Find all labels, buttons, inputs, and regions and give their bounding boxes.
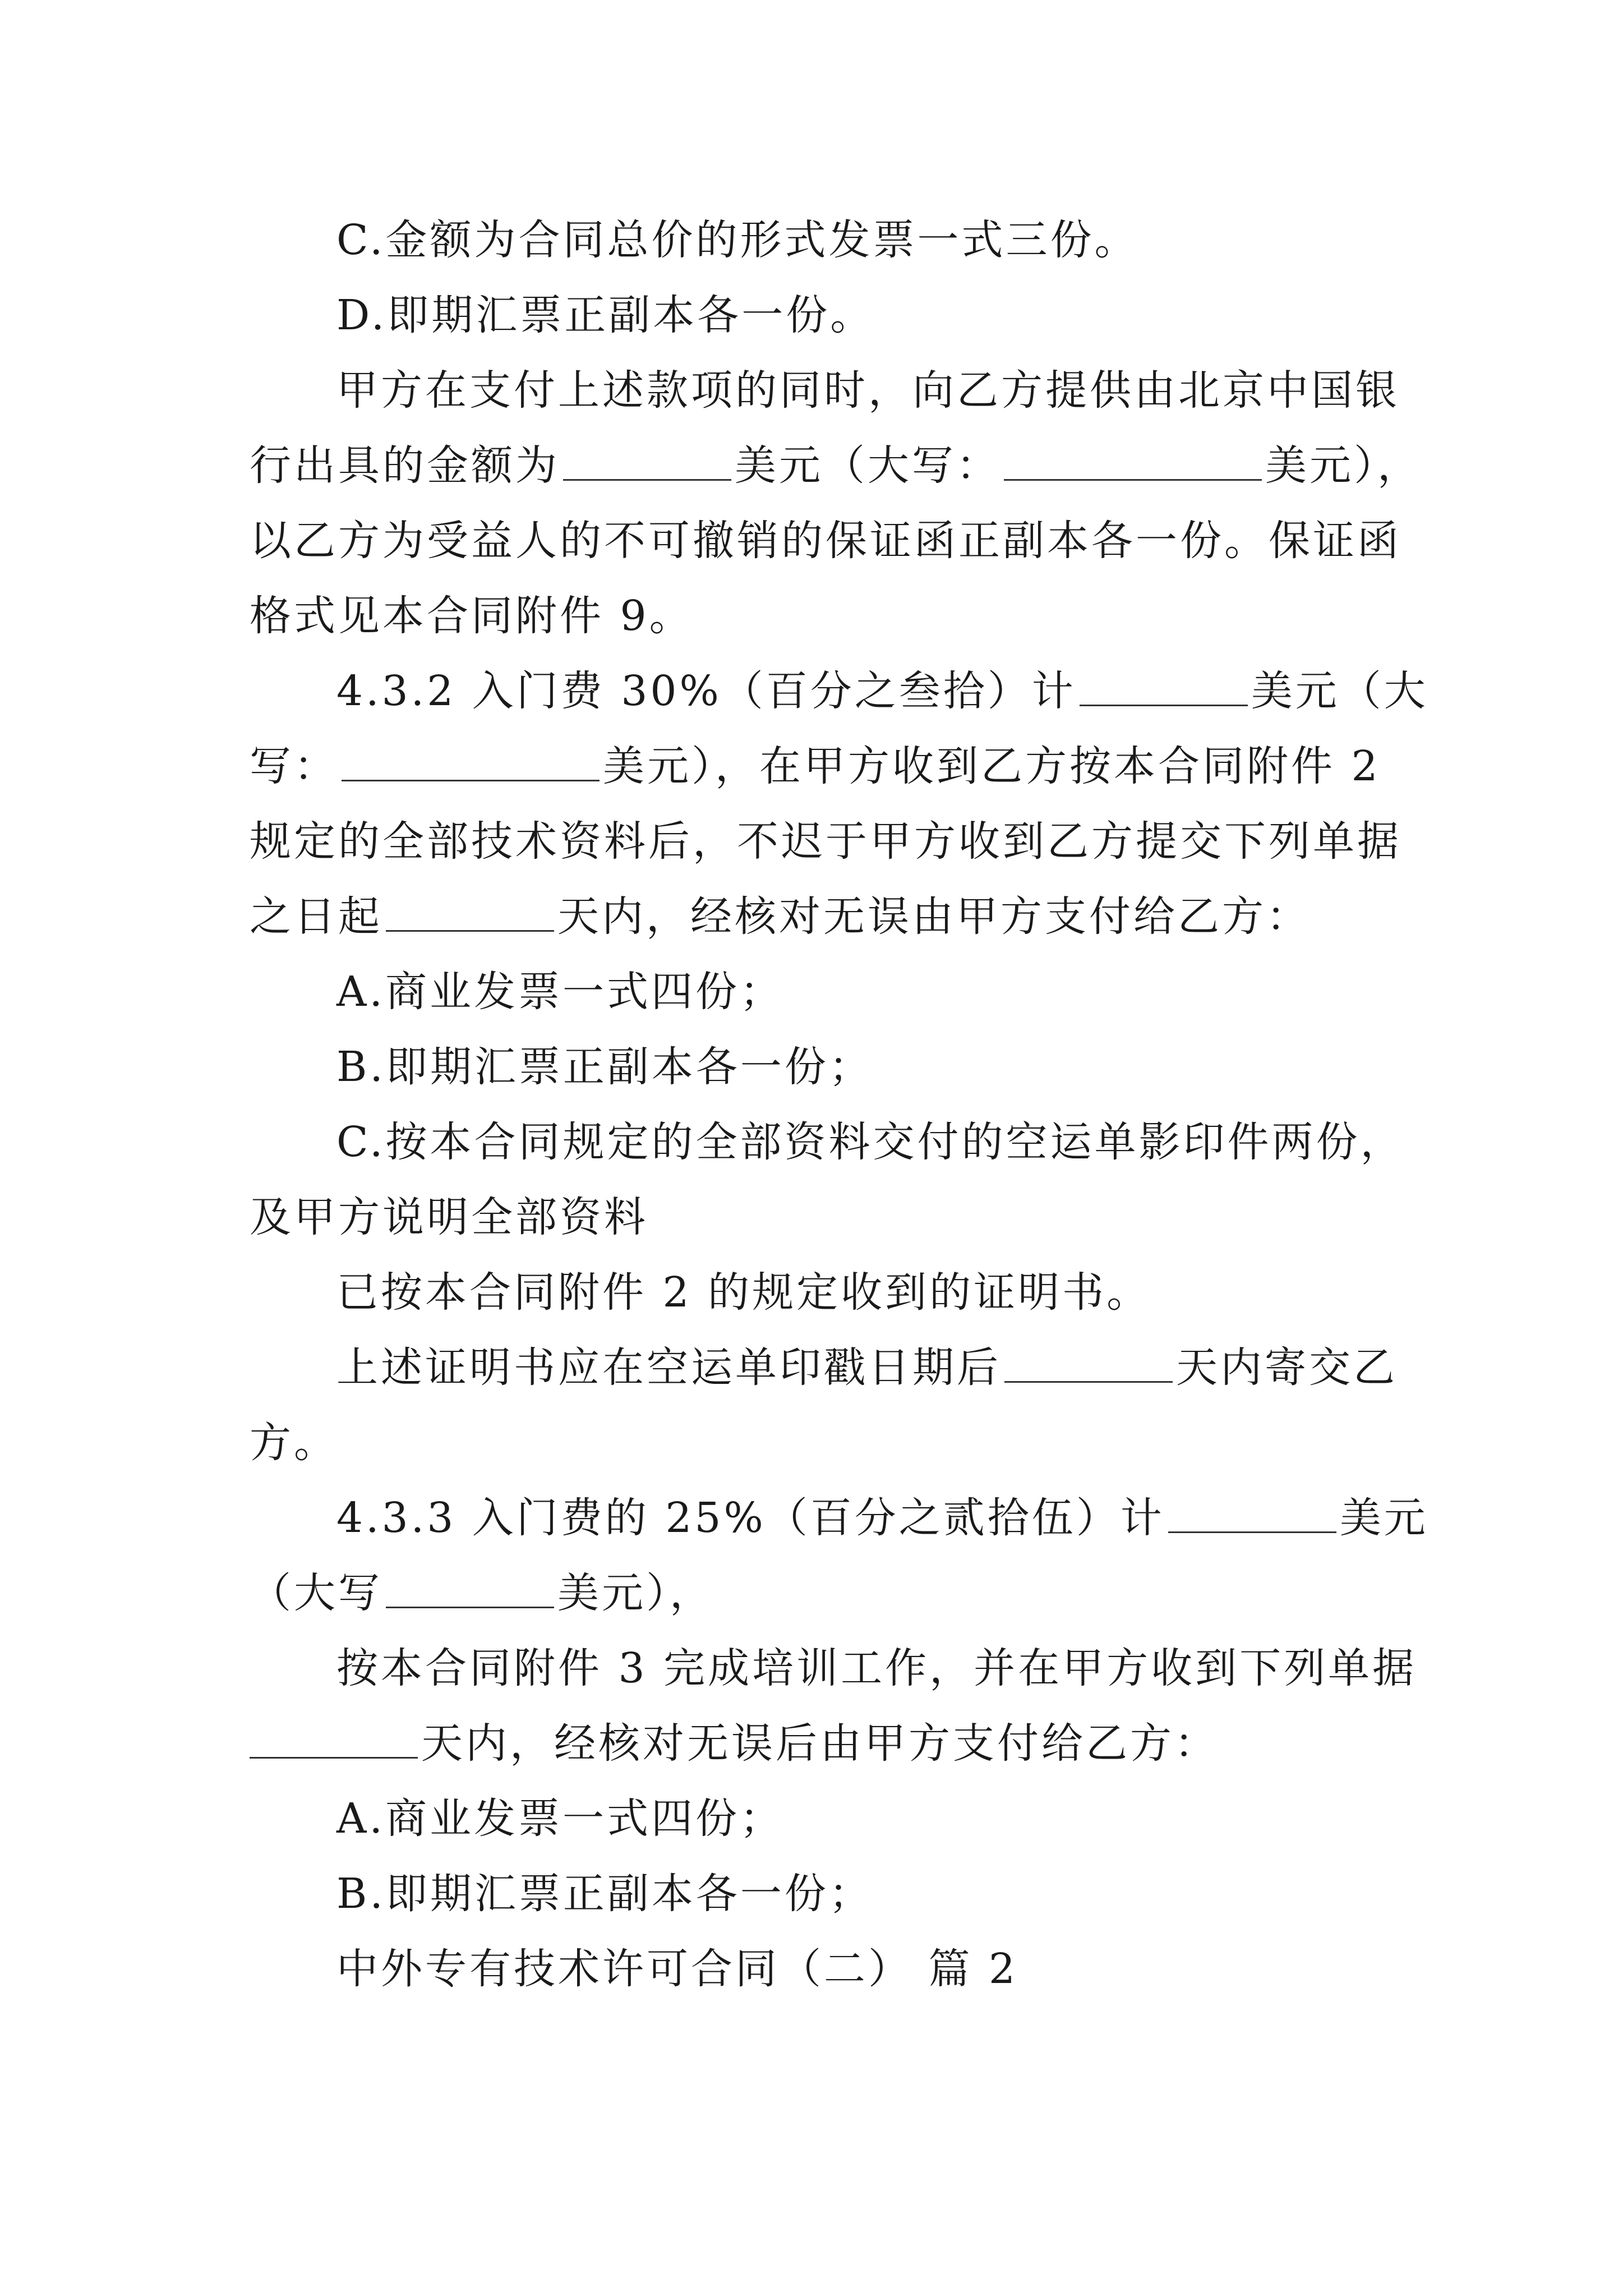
fill-blank — [386, 893, 554, 932]
line-text: 写： — [250, 742, 338, 790]
paragraph-line — [0, 438, 1623, 494]
line-text: 美元（大写： — [735, 441, 1000, 490]
fill-blank — [563, 442, 731, 481]
paragraph-line — [0, 1565, 1623, 1621]
paragraph-line — [0, 1415, 1623, 1471]
paragraph-line — [0, 1866, 1623, 1922]
paragraph-line — [0, 1715, 1623, 1772]
paragraph-line — [0, 1490, 1623, 1546]
line-text: B.即期汇票正副本各一份； — [336, 1043, 873, 1091]
line-text: A.商业发票一式四份； — [336, 1795, 784, 1843]
line-text: （大写 — [250, 1569, 382, 1617]
paragraph-line — [0, 212, 1623, 268]
line-text: 天内，经核对无误由甲方支付给乙方： — [557, 892, 1311, 941]
paragraph-line — [0, 513, 1623, 569]
paragraph-line — [0, 1189, 1623, 1245]
line-text: 美元 — [1339, 1494, 1428, 1542]
paragraph-line — [0, 287, 1623, 343]
paragraph-line — [0, 1114, 1623, 1170]
line-text: 天内，经核对无误后由甲方支付给乙方： — [421, 1719, 1219, 1768]
fill-blank — [1080, 668, 1248, 706]
line-text: 行出具的金额为 — [250, 441, 560, 490]
line-text: 美元），在甲方收到乙方按本合同附件 2 — [603, 742, 1381, 790]
line-text: 之日起 — [250, 892, 382, 941]
line-text: 格式见本合同附件 9。 — [250, 592, 694, 640]
section-heading — [0, 1941, 1623, 1997]
line-text: 4.3.3 入门费的 25%（百分之贰拾伍）计 — [336, 1494, 1165, 1542]
paragraph-line — [0, 1640, 1623, 1696]
fill-blank — [386, 1570, 554, 1608]
line-text: 美元（大 — [1251, 667, 1428, 715]
line-text: 规定的全部技术资料后，不迟于甲方收到乙方提交下列单据 — [250, 817, 1401, 866]
paragraph-line — [0, 1791, 1623, 1847]
paragraph-line — [0, 1340, 1623, 1396]
line-text: D.即期汇票正副本各一份。 — [336, 291, 875, 339]
paragraph-line — [0, 1039, 1623, 1095]
heading-text: 中外专有技术许可合同（二） 篇 2 — [336, 1945, 1018, 1993]
paragraph-line — [0, 964, 1623, 1020]
line-text: 按本合同附件 3 完成培训工作，并在甲方收到下列单据 — [336, 1644, 1417, 1692]
fill-blank — [1004, 442, 1262, 481]
paragraph-line — [0, 1264, 1623, 1320]
paragraph-line — [0, 588, 1623, 644]
line-text: 甲方在支付上述款项的同时，向乙方提供由北京中国银 — [336, 366, 1400, 415]
line-text: B.即期汇票正副本各一份； — [336, 1870, 873, 1918]
line-text: 美元）， — [1265, 441, 1422, 490]
line-text: 天内寄交乙 — [1176, 1343, 1398, 1392]
fill-blank — [250, 1720, 418, 1759]
line-text: C.金额为合同总价的形式发票一式三份。 — [336, 216, 1139, 264]
line-text: 美元）， — [557, 1569, 714, 1617]
line-text: 以乙方为受益人的不可撤销的保证函正副本各一份。保证函 — [250, 517, 1401, 565]
line-text: 已按本合同附件 2 的规定收到的证明书。 — [336, 1268, 1151, 1317]
fill-blank — [1168, 1494, 1336, 1533]
line-text: 及甲方说明全部资料 — [250, 1193, 648, 1241]
paragraph-line — [0, 362, 1623, 418]
line-text: A.商业发票一式四份； — [336, 968, 784, 1016]
paragraph-line — [0, 738, 1623, 794]
line-text: C.按本合同规定的全部资料交付的空运单影印件两份， — [336, 1118, 1405, 1166]
paragraph-line — [0, 663, 1623, 719]
paragraph-line — [0, 889, 1623, 945]
line-text: 4.3.2 入门费 30%（百分之叁拾）计 — [336, 667, 1076, 715]
fill-blank — [1004, 1344, 1173, 1383]
line-text: 方。 — [250, 1419, 338, 1467]
paragraph-line — [0, 813, 1623, 869]
line-text: 上述证明书应在空运单印戳日期后 — [336, 1343, 1001, 1392]
fill-blank — [342, 743, 600, 781]
